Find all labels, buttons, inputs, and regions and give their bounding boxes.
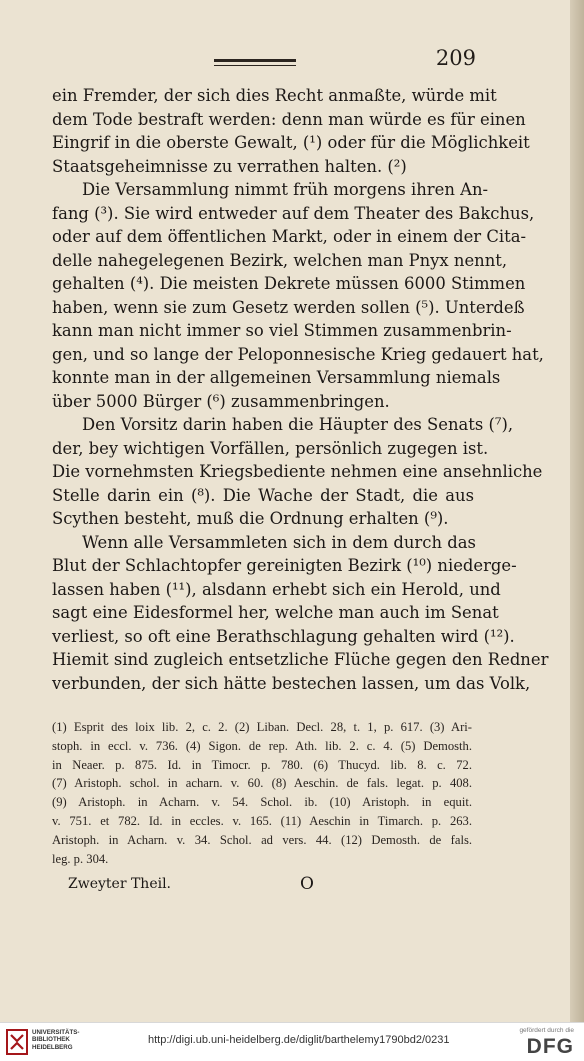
body-line: fang (³). Sie wird entweder auf dem Theater des Bakchus, xyxy=(52,203,535,223)
body-line: Blut der Schlachtopfer gereinigten Bezirk (¹⁰) niederge- xyxy=(52,556,517,575)
page-gutter-shadow xyxy=(570,0,584,1022)
body-line: gen, und so lange der Peloponnesische Krieg gedauert hat, xyxy=(52,344,544,364)
permalink-url[interactable]: http://digi.ub.uni-heidelberg.de/diglit/barthelemy1790bd2/0231 xyxy=(148,1034,450,1046)
body-line: Wenn alle Versammleten sich in dem durch das xyxy=(82,532,476,552)
body-line: Hiemit sind zugleich entsetzliche Flüche gegen den Redner xyxy=(52,650,549,669)
body-line: konnte man in der allgemeinen Versammlung niemals xyxy=(52,368,501,387)
footnote-line: (9) Aristoph. in Acharn. v. 54. Schol. ib. (10) Aristoph. in equit. xyxy=(52,795,472,810)
footnotes xyxy=(52,718,472,868)
body-line: verliest, so oft eine Berathschlagung gehalten wird (¹²). xyxy=(52,626,515,646)
body-line: haben, wenn sie zum Gesetz werden sollen (⁵). Unterdeß xyxy=(52,297,525,317)
body-line: verbunden, der sich hätte bestechen lassen, um das Volk, xyxy=(52,673,531,693)
header-rule xyxy=(214,59,296,66)
footnote-line: in Neaer. p. 875. Id. in Timocr. p. 780. (6) Thucyd. lib. 8. c. 72. xyxy=(52,757,472,772)
body-line: gehalten (⁴). Die meisten Dekrete müssen 6000 Stimmen xyxy=(52,274,526,293)
body-line: Scythen besteht, muß die Ordnung erhalten (⁹). xyxy=(52,509,449,528)
body-text xyxy=(52,84,549,695)
dfg-logo[interactable]: DFG xyxy=(526,1035,574,1058)
footnote-line: v. 751. et 782. Id. in eccles. v. 165. (11) Aeschin in Timarch. p. 263. xyxy=(52,813,472,828)
university-library-logo-icon[interactable] xyxy=(6,1029,28,1055)
body-line: ein Fremder, der sich dies Recht anmaßte, würde mit xyxy=(52,86,497,105)
body-line: sagt eine Eidesformel her, welche man auch im Senat xyxy=(52,603,499,622)
university-library-name[interactable]: UNIVERSITÄTS- BIBLIOTHEK HEIDELBERG xyxy=(32,1029,80,1051)
body-line: Stelle darin ein (⁸). Die Wache der Stadt, die aus xyxy=(52,485,474,505)
funded-by-label: gefördert durch die xyxy=(519,1027,574,1034)
viewer-footer xyxy=(0,1022,584,1061)
footnote-line: Aristoph. in Acharn. v. 34. Schol. ad vers. 44. (12) Demosth. de fals. xyxy=(52,832,472,847)
body-line: Eingrif in die oberste Gewalt, (¹) oder für die Möglichkeit xyxy=(52,133,530,152)
body-line: kann man nicht immer so viel Stimmen zusammenbrin- xyxy=(52,321,512,340)
footnote-line: stoph. in eccl. v. 736. (4) Sigon. de rep. Ath. lib. 2. c. 4. (5) Demosth. xyxy=(52,738,472,753)
body-line: Den Vorsitz darin haben die Häupter des Senats (⁷), xyxy=(82,415,514,434)
signature-mark: O xyxy=(300,874,314,894)
body-line: oder auf dem öffentlichen Markt, oder in einem der Cita- xyxy=(52,227,527,246)
footnote-line: (7) Aristoph. schol. in acharn. v. 60. (8) Aeschin. de fals. legat. p. 408. xyxy=(52,776,472,791)
page-number: 209 xyxy=(435,46,476,70)
body-line: Die vornehmsten Kriegsbediente nehmen eine ansehnliche xyxy=(52,462,543,481)
body-line: lassen haben (¹¹), alsdann erhebt sich ein Herold, und xyxy=(52,579,501,599)
footnote-line: (1) Esprit des loix lib. 2, c. 2. (2) Liban. Decl. 28, t. 1, p. 617. (3) Ari- xyxy=(52,720,472,734)
body-line: delle nahegelegenen Bezirk, welchen man Pnyx nennt, xyxy=(52,250,508,270)
footnote-line: leg. p. 304. xyxy=(52,851,109,866)
body-line: der, bey wichtigen Vorfällen, persönlich zugegen ist. xyxy=(52,438,489,458)
body-line: Staatsgeheimnisse zu verrathen halten. (²) xyxy=(52,156,407,176)
body-line: über 5000 Bürger (⁶) zusammenbringen. xyxy=(52,391,390,411)
body-line: dem Tode bestraft werden: denn man würde es für einen xyxy=(52,109,526,129)
body-line: Die Versammlung nimmt früh morgens ihren An- xyxy=(82,180,489,199)
volume-signature: Zweyter Theil. xyxy=(68,876,172,892)
